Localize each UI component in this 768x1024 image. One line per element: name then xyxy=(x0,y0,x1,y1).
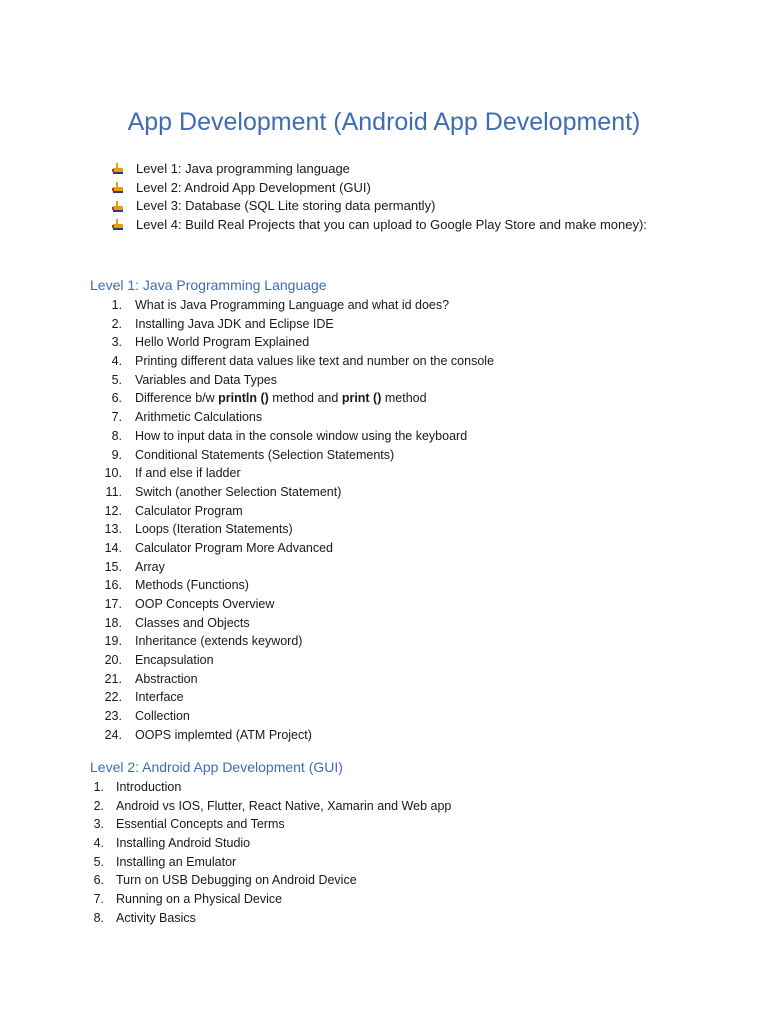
list-number: 1. xyxy=(93,780,104,794)
list-item xyxy=(104,446,494,465)
list-number: 10. xyxy=(104,466,122,481)
level2-topic-list xyxy=(88,778,451,928)
list-item-text: Inheritance (extends keyword) xyxy=(135,634,303,649)
level1-topic-list xyxy=(104,296,494,745)
list-item-text: How to input data in the console window using the keyboard xyxy=(135,428,468,443)
summary-item-text: Level 3: Database (SQL Lite storing data permantly) xyxy=(136,198,436,214)
list-item-text: Android vs IOS, Flutter, React Native, Xamarin and Web app xyxy=(116,798,452,813)
list-item-text: Methods (Functions) xyxy=(135,578,249,593)
list-number: 5. xyxy=(111,372,122,387)
list-item-text: Collection xyxy=(135,709,190,724)
list-item-text-part: method and xyxy=(268,391,342,406)
list-number: 7. xyxy=(93,892,104,907)
list-number: 3. xyxy=(111,335,122,350)
list-item xyxy=(104,726,494,745)
list-item-text: Loops (Iteration Statements) xyxy=(135,522,293,537)
list-item xyxy=(104,688,494,707)
list-item xyxy=(104,315,494,334)
list-item-text: Calculator Program xyxy=(135,503,243,518)
list-item-text: Conditional Statements (Selection Statements) xyxy=(135,447,395,462)
list-number: 17. xyxy=(104,597,122,611)
list-number: 1. xyxy=(111,298,122,312)
list-item-text: Installing Java JDK and Eclipse IDE xyxy=(135,316,334,331)
list-item-text: Abstraction xyxy=(135,671,198,686)
list-number: 12. xyxy=(104,503,122,518)
list-item xyxy=(88,778,451,797)
list-number: 21. xyxy=(104,671,122,686)
list-item xyxy=(104,483,494,502)
list-number: 20. xyxy=(104,653,122,668)
list-item xyxy=(104,371,494,390)
list-item-text: Essential Concepts and Terms xyxy=(116,817,285,832)
list-item xyxy=(88,890,451,909)
hand-pointer-icon xyxy=(112,163,124,175)
list-item-text: Encapsulation xyxy=(135,653,214,668)
hand-pointer-icon xyxy=(112,182,124,194)
list-item xyxy=(104,333,494,352)
summary-item xyxy=(112,160,647,179)
list-item xyxy=(88,853,451,872)
list-number: 13. xyxy=(104,522,122,537)
list-item-text-part: Difference b/w xyxy=(135,391,219,406)
list-number: 8. xyxy=(111,428,122,443)
list-item xyxy=(104,296,494,315)
list-item xyxy=(104,707,494,726)
summary-item xyxy=(112,179,647,198)
list-item xyxy=(104,464,494,483)
list-item-text xyxy=(135,389,427,408)
list-number: 6. xyxy=(111,391,122,406)
list-item xyxy=(104,502,494,521)
list-number: 18. xyxy=(104,615,122,630)
list-item-text: Interface xyxy=(135,690,184,705)
list-number: 24. xyxy=(104,727,122,742)
list-item xyxy=(104,595,494,614)
list-item-text: What is Java Programming Language and what id does? xyxy=(135,298,450,312)
list-item xyxy=(104,427,494,446)
list-item-text: Arithmetic Calculations xyxy=(135,410,263,425)
list-number: 22. xyxy=(104,690,122,705)
list-number: 2. xyxy=(93,798,104,813)
summary-item-text: Level 4: Build Real Projects that you can upload to Google Play Store and make money): xyxy=(136,217,647,233)
list-item-text-part: method xyxy=(381,391,427,406)
list-item xyxy=(104,632,494,651)
summary-item xyxy=(112,197,647,216)
list-item xyxy=(104,539,494,558)
hand-pointer-icon xyxy=(112,219,124,231)
list-number: 4. xyxy=(111,354,122,369)
list-item xyxy=(104,520,494,539)
list-item xyxy=(104,408,494,427)
list-item-text: Installing an Emulator xyxy=(116,854,237,869)
summary-item-text: Level 1: Java programming language xyxy=(136,161,350,176)
list-item-text: Switch (another Selection Statement) xyxy=(135,484,342,499)
list-item xyxy=(88,909,451,928)
list-number: 14. xyxy=(104,540,122,555)
list-item-text: Introduction xyxy=(116,780,182,794)
list-number: 9. xyxy=(111,447,122,462)
list-number: 2. xyxy=(111,316,122,331)
list-number: 23. xyxy=(104,709,122,724)
list-number: 15. xyxy=(104,559,122,574)
list-item xyxy=(88,815,451,834)
list-item xyxy=(104,558,494,577)
list-item-text: If and else if ladder xyxy=(135,466,241,481)
method-name: println () xyxy=(218,391,269,406)
document-title: App Development (Android App Development) xyxy=(127,108,641,136)
list-number: 6. xyxy=(93,873,104,888)
level2-heading: Level 2: Android App Development (GUI) xyxy=(90,759,343,775)
list-number: 5. xyxy=(93,854,104,869)
list-number: 11. xyxy=(105,484,122,499)
hand-pointer-icon xyxy=(112,201,124,213)
list-item xyxy=(88,834,451,853)
list-item-text: Printing different data values like text and number on the console xyxy=(135,354,495,369)
list-item-text: Turn on USB Debugging on Android Device xyxy=(116,873,357,888)
list-item xyxy=(104,670,494,689)
list-number: 19. xyxy=(104,634,122,649)
list-item-text: OOPS implemted (ATM Project) xyxy=(135,727,312,742)
list-item-text: Classes and Objects xyxy=(135,615,250,630)
list-item-text: Array xyxy=(135,559,165,574)
list-item-text: Calculator Program More Advanced xyxy=(135,540,334,555)
list-item-text: Installing Android Studio xyxy=(116,836,251,851)
summary-item-text: Level 2: Android App Development (GUI) xyxy=(136,179,371,195)
list-item xyxy=(104,614,494,633)
list-item-text: Activity Basics xyxy=(116,910,196,925)
level1-heading: Level 1: Java Programming Language xyxy=(90,277,327,293)
level-summary-list xyxy=(112,160,647,235)
list-item xyxy=(88,797,451,816)
list-number: 4. xyxy=(93,836,104,851)
summary-item xyxy=(112,216,647,235)
list-item xyxy=(104,389,494,408)
list-item xyxy=(104,651,494,670)
list-number: 3. xyxy=(93,817,104,832)
list-item xyxy=(104,576,494,595)
list-item-text: Hello World Program Explained xyxy=(135,335,310,350)
list-item-text: Variables and Data Types xyxy=(135,372,277,387)
list-item-text: OOP Concepts Overview xyxy=(135,597,275,611)
list-item xyxy=(88,871,451,890)
list-number: 7. xyxy=(111,410,122,425)
list-number: 8. xyxy=(93,910,104,925)
method-name: print () xyxy=(341,391,382,406)
list-number: 16. xyxy=(104,578,122,593)
list-item-text: Running on a Physical Device xyxy=(116,892,283,907)
list-item xyxy=(104,352,494,371)
